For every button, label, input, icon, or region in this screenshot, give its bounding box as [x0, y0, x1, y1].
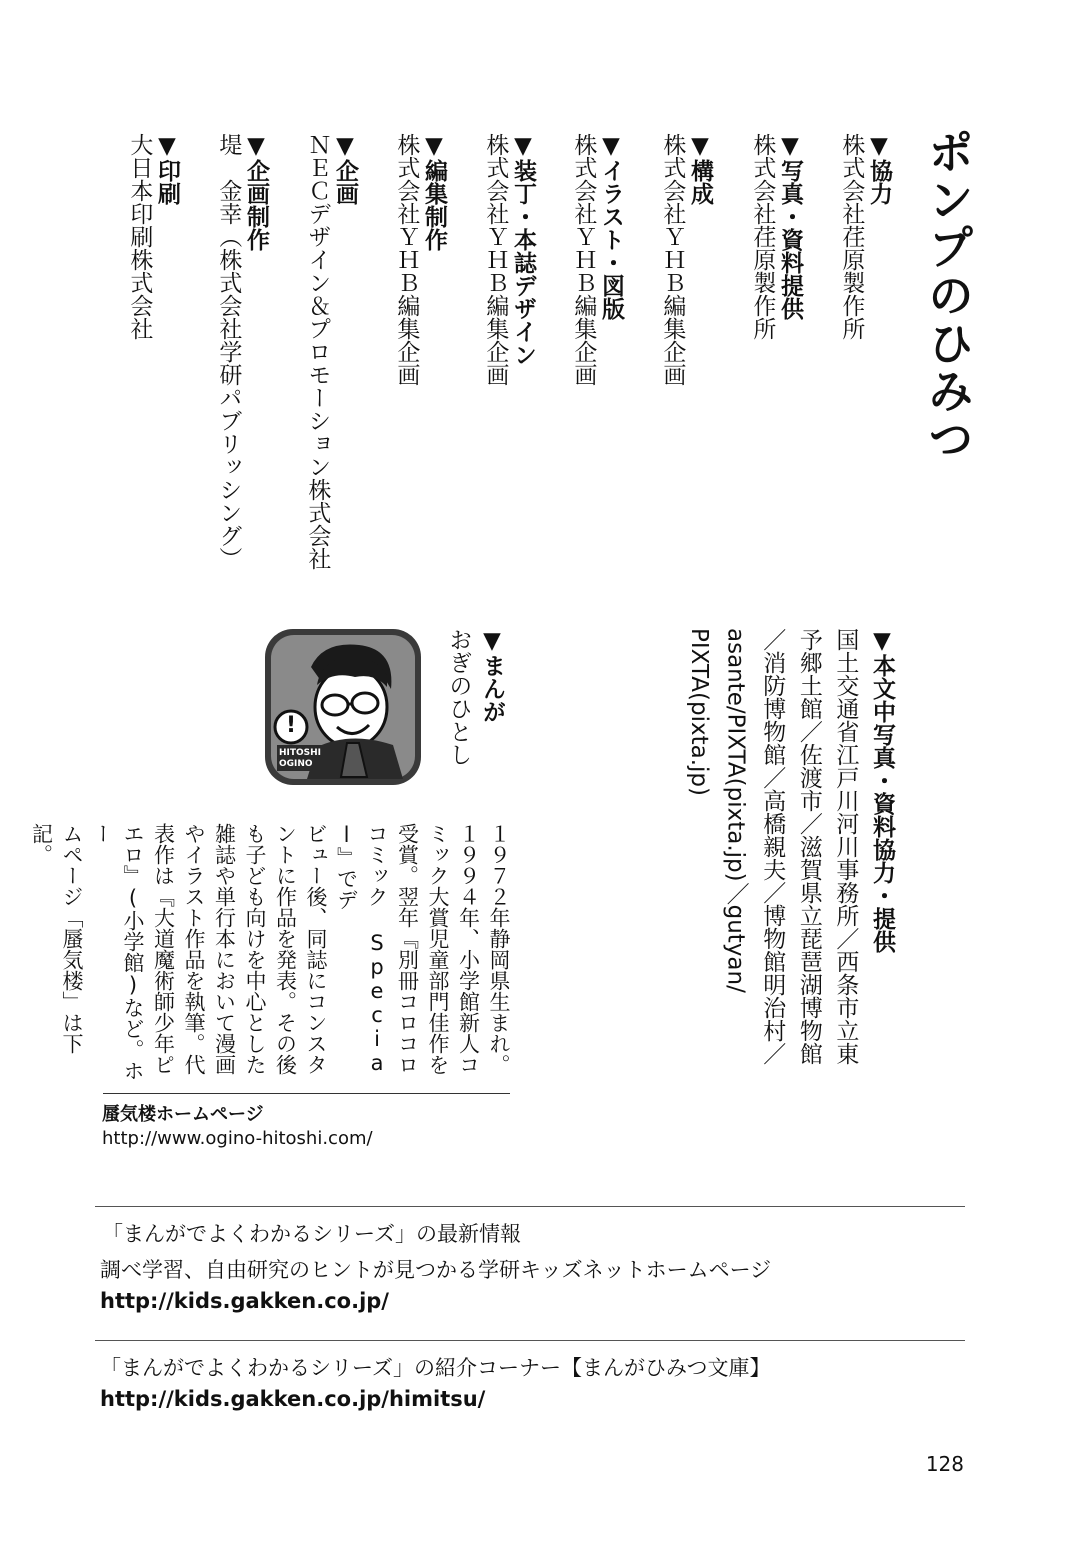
info2-title: 「まんがでよくわかるシリーズ」の紹介コーナー【まんがひみつ文庫】	[100, 1356, 771, 1380]
profile-line: やイラスト作品を執筆。代	[182, 823, 206, 1075]
section-divider	[95, 1206, 965, 1207]
profile-line: コミック Special』でデ	[334, 823, 389, 1075]
photo-credits-heading: ▼本文中写真・資料協力・提供	[869, 628, 895, 953]
profile-line: エロ』(小学館)など。ホー	[90, 823, 145, 1081]
credit-line: 株式会社荏原製作所	[749, 133, 776, 340]
credit-heading: ▼編集制作	[421, 133, 447, 251]
profile-line: ミック大賞児童部門佳作を	[426, 823, 450, 1075]
profile-line: １９９４年、小学館新人コ	[456, 823, 481, 1075]
credit-planning	[303, 133, 358, 570]
profile-line: ムページ「蜃気楼」は下記。	[29, 823, 84, 1054]
credit-line: ＮＥＣデザイン＆プロモーション株式会社	[304, 133, 331, 570]
credit-heading: ▼写真・資料提供	[777, 133, 803, 320]
credit-design	[481, 133, 536, 386]
photo-credits	[684, 628, 895, 1068]
profile-divider	[103, 1093, 510, 1094]
credit-heading: ▼協力	[866, 133, 892, 205]
profile-line: 受賞。翌年『別冊コロコロ	[395, 823, 420, 1075]
page-title: ポンプのひみつ	[921, 128, 975, 463]
homepage-link[interactable]: http://www.ogino-hitoshi.com/	[102, 1128, 373, 1149]
section-divider	[95, 1340, 965, 1341]
credit-heading: ▼イラスト・図版	[598, 133, 624, 320]
author-portrait	[263, 627, 423, 787]
homepage-label: 蜃気楼ホームページ	[102, 1104, 264, 1125]
profile-line: ビュー後、同誌にコンスタ	[304, 823, 328, 1075]
photo-credits-line: asante/PIXTA(pixta.jp)／gutyan/	[722, 628, 749, 993]
credit-heading: ▼印刷	[154, 133, 180, 205]
credit-collaboration	[837, 133, 892, 340]
credit-line: 株式会社ＹＨＢ編集企画	[570, 133, 597, 386]
info2-link[interactable]: http://kids.gakken.co.jp/himitsu/	[100, 1387, 486, 1411]
profile-line: 雑誌や単行本において漫画	[212, 823, 237, 1075]
manga-author: おぎのひとし	[445, 628, 472, 766]
profile-line: ントに作品を発表。その後	[273, 823, 298, 1075]
credit-photo-provider	[748, 133, 803, 340]
credit-line: 大日本印刷株式会社	[126, 133, 153, 340]
photo-credits-line: PIXTA(pixta.jp)	[686, 628, 713, 796]
credit-planning-production	[214, 133, 269, 570]
credit-line: 株式会社ＹＨＢ編集企画	[393, 133, 420, 386]
credit-illustration	[569, 133, 624, 386]
badge-name-line2: OGINO	[279, 759, 313, 769]
credit-heading: ▼装丁・本誌デザイン	[510, 133, 536, 366]
credit-line: 堤 金幸（株式会社学研パブリッシング）	[215, 133, 242, 570]
profile-line: 表作は『大道魔術師少年ピ	[151, 823, 176, 1075]
page-number: 128	[925, 1452, 964, 1476]
manga-credit	[444, 628, 505, 766]
credit-printing	[125, 133, 180, 340]
manga-heading: ▼まんが	[479, 628, 505, 723]
photo-credits-line: 国土交通省江戸川河川事務所／西条市立東	[832, 628, 859, 1065]
credit-line: 株式会社荏原製作所	[838, 133, 865, 340]
alert-icon: !	[285, 713, 297, 738]
profile-line: も子ども向けを中心とした	[243, 823, 267, 1075]
badge-name-line1: HITOSHI	[279, 748, 322, 758]
photo-credits-line: ／消防博物館／高橋親夫／博物館明治村／	[759, 628, 786, 1065]
credit-line: 株式会社ＹＨＢ編集企画	[659, 133, 686, 386]
credit-editing	[392, 133, 447, 386]
credit-heading: ▼企画制作	[243, 133, 269, 251]
info1-description: 調べ学習、自由研究のヒントが見つかる学研キッズネットホームページ	[100, 1258, 772, 1282]
photo-credits-line: 予郷土館／佐渡市／滋賀県立琵琶湖博物館	[795, 628, 822, 1065]
info1-link[interactable]: http://kids.gakken.co.jp/	[100, 1289, 389, 1313]
credit-heading: ▼構成	[687, 133, 713, 205]
author-profile	[26, 823, 514, 1089]
profile-line: １９７２年静岡県生まれ。	[487, 823, 511, 1075]
credit-line: 株式会社ＹＨＢ編集企画	[482, 133, 509, 386]
info1-title: 「まんがでよくわかるシリーズ」の最新情報	[102, 1222, 521, 1246]
credit-composition	[658, 133, 713, 386]
credit-heading: ▼企画	[332, 133, 358, 205]
